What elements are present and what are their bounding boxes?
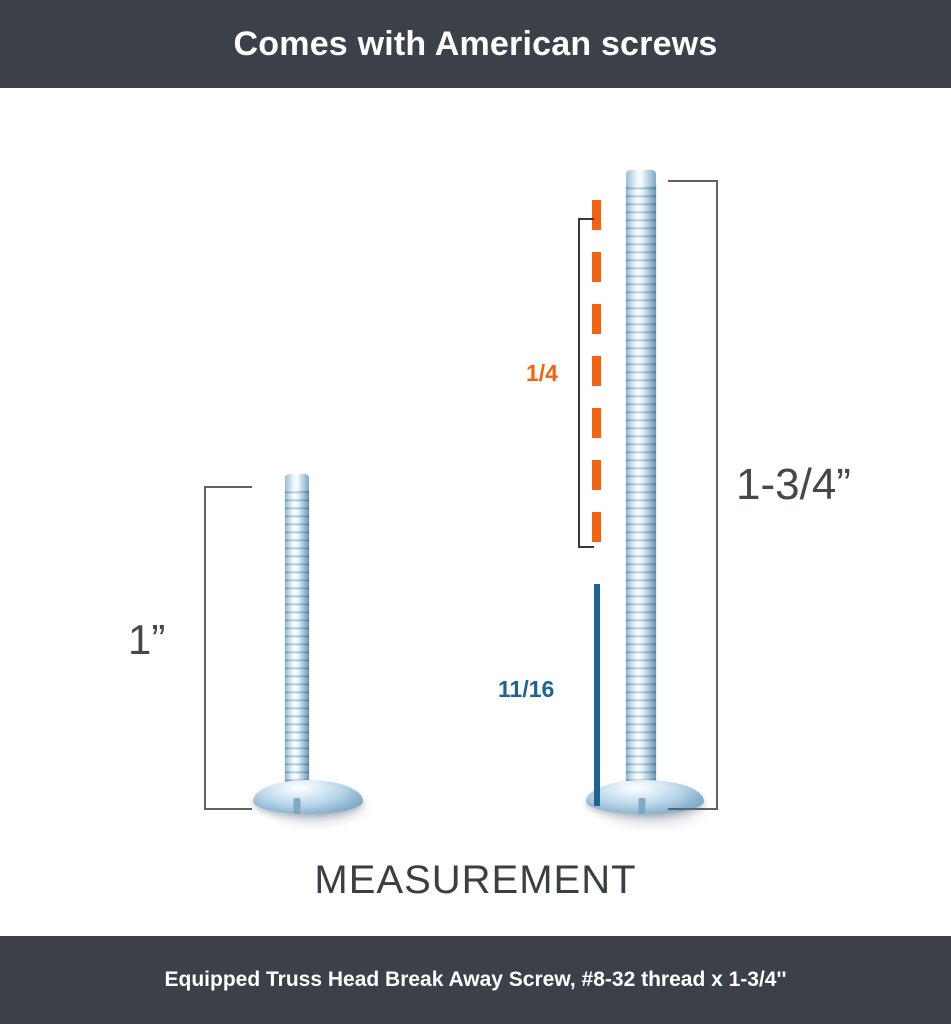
short-screw-dimension-bottom-cap [204,808,252,810]
bottom-segment-marker [594,584,600,806]
footer-banner [0,936,951,1024]
top-segment-label: 1/4 [526,360,558,386]
short-screw-length-label: 1” [128,616,166,663]
header-banner [0,0,951,88]
short-screw-threads [285,488,309,790]
diagram-canvas [0,88,951,936]
long-screw [612,184,672,824]
long-screw-shank [626,184,656,790]
long-screw-head-slot [639,798,646,814]
long-screw-dimension-top-cap [668,180,718,182]
short-screw-head [253,780,363,814]
short-screw [275,488,319,818]
bottom-segment-label: 11/16 [498,676,555,702]
long-screw-length-label: 1-3/4” [736,460,851,509]
top-segment-bracket [578,218,594,548]
long-screw-threads [626,184,656,790]
long-screw-dimension-line [716,180,718,810]
short-screw-shank [285,488,309,790]
long-screw-dimension-bottom-cap [668,808,718,810]
footer-text: Equipped Truss Head Break Away Screw, #8-32 thread x 1-3/4'' [164,968,787,991]
header-title: Comes with American screws [233,24,718,63]
diagram-caption: MEASUREMENT [314,858,637,902]
short-screw-head-slot [294,798,301,814]
short-screw-dimension-top-cap [204,486,252,488]
short-screw-dimension-line [204,486,206,810]
